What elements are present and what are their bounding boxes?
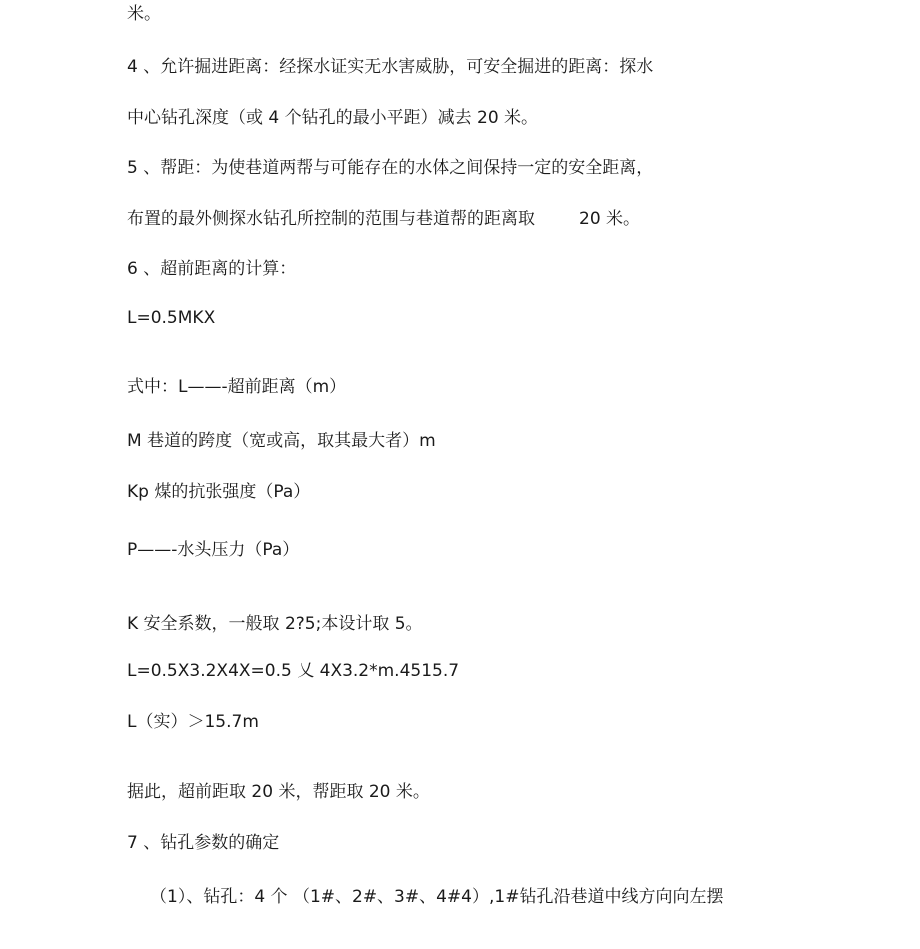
text-line: 米。 bbox=[127, 4, 161, 24]
text-line: （1）、钻孔：4 个 （1#、2#、3#、4#4）,1#钻孔沿巷道中线方向向左摆 bbox=[150, 887, 724, 907]
text-line: 4 、允许掘进距离：经探水证实无水害威胁，可安全掘进的距离：探水 bbox=[127, 57, 654, 77]
text-line: M 巷道的跨度（宽或高，取其最大者）m bbox=[127, 431, 436, 451]
text-line-main: 布置的最外侧探水钻孔所控制的范围与巷道帮的距离取 bbox=[127, 209, 535, 229]
text-line: Kp 煤的抗张强度（Pa） bbox=[127, 482, 311, 502]
formula: L=0.5MKX bbox=[127, 308, 216, 328]
text-line bbox=[127, 208, 640, 230]
text-line-value: 20 米。 bbox=[579, 209, 641, 229]
formula: L=0.5X3.2X4X=0.5 乂 4X3.2*m.4515.7 bbox=[127, 661, 460, 681]
text-line: K 安全系数，一般取 2?5;本设计取 5。 bbox=[127, 614, 423, 634]
text-line: 中心钻孔深度（或 4 个钻孔的最小平距）减去 20 米。 bbox=[127, 108, 539, 128]
text-line: 5 、帮距：为使巷道两帮与可能存在的水体之间保持一定的安全距离， bbox=[127, 158, 654, 178]
text-line: P——-水头压力（Pa） bbox=[127, 540, 300, 560]
section-heading: 6 、超前距离的计算： bbox=[127, 259, 297, 279]
text-line: 式中：L——-超前距离（m） bbox=[127, 377, 347, 397]
formula: L（实）＞15.7m bbox=[127, 712, 259, 732]
section-heading: 7 、钻孔参数的确定 bbox=[127, 833, 280, 853]
text-line: 据此，超前距取 20 米，帮距取 20 米。 bbox=[127, 782, 430, 802]
